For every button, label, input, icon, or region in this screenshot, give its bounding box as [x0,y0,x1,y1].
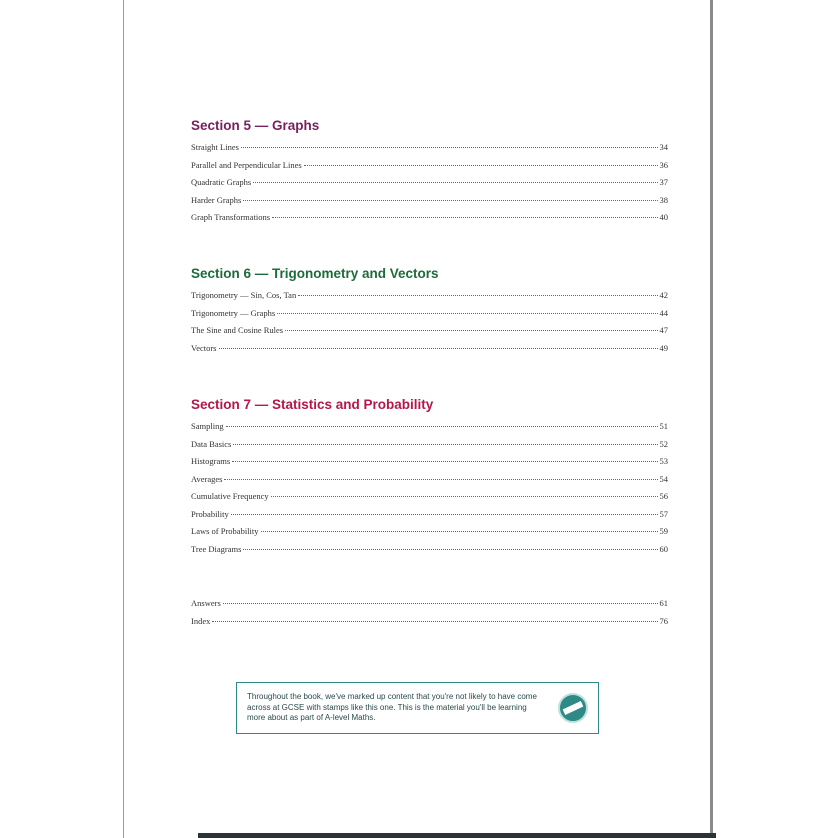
leader-dots [304,165,658,166]
entry-page: 34 [659,142,668,152]
leader-dots [223,603,658,604]
leader-dots [226,426,658,427]
entry-page: 49 [659,342,668,353]
entry-page: 61 [659,598,668,608]
section-title: Section 6 — Trigonometry and Vectors [191,266,439,281]
entry-page: 59 [659,526,668,536]
entry-title: Answers [191,598,221,608]
leader-dots [285,330,657,331]
entry-list [191,418,668,558]
entry-title: Graph Transformations [191,212,271,222]
entry-page: 57 [659,508,668,519]
entry-page: 56 [659,491,668,501]
toc-entry[interactable] [191,523,668,541]
entry-title: Trigonometry — Graphs [191,307,276,318]
toc-entry[interactable] [191,322,668,340]
section-6 [191,265,668,357]
entry-page: 47 [659,325,668,335]
entry-title: Tree Diagrams [191,543,242,554]
toc-entry[interactable] [191,305,668,323]
toc-entry[interactable] [191,453,668,471]
section-5 [191,117,668,227]
toc-entry-answers[interactable] [191,595,668,613]
entry-title: Straight Lines [191,142,239,152]
entry-page: 36 [659,159,668,170]
leader-dots [232,461,657,462]
bottom-edge-strip [198,833,716,838]
entry-title: Averages [191,473,223,484]
section-title: Section 5 — Graphs [191,118,320,133]
entry-title: Histograms [191,456,231,466]
entry-title: Vectors [191,342,217,353]
entry-title: Probability [191,508,229,519]
back-matter [191,595,668,630]
toc-entry[interactable] [191,506,668,524]
info-note-box [236,682,599,734]
entry-title: Parallel and Perpendicular Lines [191,159,302,170]
leader-dots [243,200,657,201]
toc-entry[interactable] [191,541,668,559]
entry-page: 38 [659,194,668,205]
entry-title: Harder Graphs [191,194,242,205]
entry-page: 53 [659,456,668,466]
entry-page: 51 [659,421,668,431]
entry-title: Data Basics [191,438,232,449]
toc-entry[interactable] [191,340,668,358]
toc-entry[interactable] [191,157,668,175]
document-page [123,0,713,838]
toc-entry-index[interactable] [191,613,668,631]
leader-dots [253,182,657,183]
entry-page: 76 [659,615,668,626]
entry-title: Quadratic Graphs [191,177,252,187]
entry-title: Cumulative Frequency [191,491,269,501]
leader-dots [271,496,658,497]
entry-list [191,139,668,227]
toc-entry[interactable] [191,174,668,192]
leader-dots [224,479,657,480]
leader-dots [212,621,657,622]
toc-entry[interactable] [191,471,668,489]
leader-dots [233,444,657,445]
toc-entry[interactable] [191,192,668,210]
toc-entry[interactable] [191,488,668,506]
entry-title: Trigonometry — Sin, Cos, Tan [191,290,297,300]
toc-entry[interactable] [191,287,668,305]
toc-entry[interactable] [191,139,668,157]
entry-page: 52 [659,438,668,449]
entry-page: 44 [659,307,668,318]
entry-title: Index [191,615,211,626]
section-7 [191,396,668,558]
section-title: Section 7 — Statistics and Probability [191,397,434,412]
leader-dots [231,514,658,515]
note-text: Throughout the book, we've marked up content that you're not likely to have come across at GCSE with stamps like this one. This is the material you'll be learning more about as part of A-level Maths. [247,692,537,722]
leader-dots [272,217,657,218]
entry-page: 60 [659,543,668,554]
entry-title: The Sine and Cosine Rules [191,325,284,335]
leader-dots [219,348,658,349]
leader-dots [298,295,657,296]
entry-list [191,287,668,357]
leader-dots [261,531,658,532]
leader-dots [277,313,657,314]
entry-title: Sampling [191,421,224,431]
entry-page: 40 [659,212,668,222]
entry-page: 42 [659,290,668,300]
leader-dots [243,549,657,550]
new-content-stamp-icon [558,693,588,723]
entry-title: Laws of Probability [191,526,259,536]
toc-entry[interactable] [191,418,668,436]
entry-page: 37 [659,177,668,187]
leader-dots [241,147,658,148]
entry-page: 54 [659,473,668,484]
toc-entry[interactable] [191,209,668,227]
toc-entry[interactable] [191,436,668,454]
